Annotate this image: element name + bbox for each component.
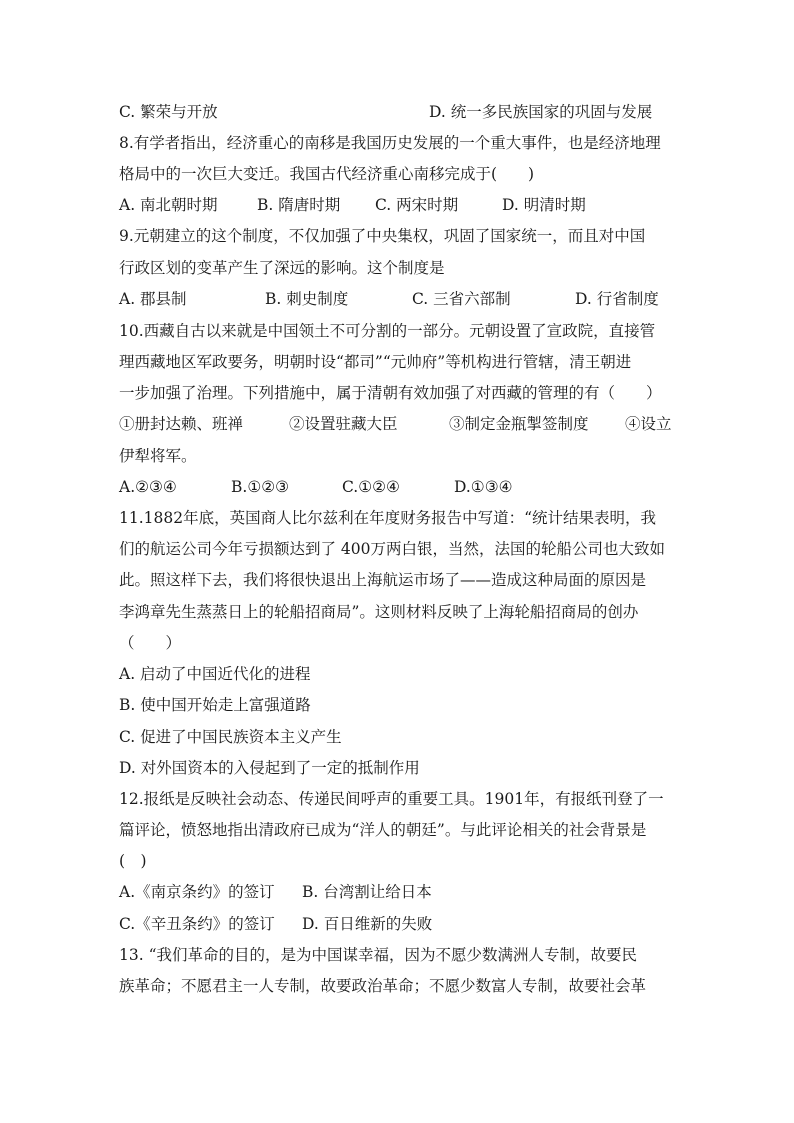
q10-stem-line: 一步加强了治理。下列措施中，属于清朝有效加强了对西藏的管理的有（ ）	[119, 384, 662, 402]
q12-option-c: C.《辛丑条约》的签订	[119, 915, 275, 933]
q11-stem-line: 此。照这样下去，我们将很快退出上海航运市场了——造成这种局面的原因是	[119, 571, 647, 589]
q8-stem-line: 格局中的一次巨大变迁。我国古代经济重心南移完成于( )	[119, 165, 535, 183]
q12-option-d: D. 百日维新的失败	[302, 915, 433, 933]
q10-item-1: ①册封达赖、班禅	[119, 415, 244, 433]
q10-stem-line: 10.西藏自古以来就是中国领土不可分割的一部分。元朝设置了宣政院，直接管	[119, 322, 656, 340]
q9-option-a: A. 郡县制	[119, 290, 187, 308]
q7-option-d: D. 统一多民族国家的巩固与发展	[429, 103, 653, 121]
q7-option-c: C. 繁荣与开放	[119, 103, 218, 121]
q10-option-b: B.①②③	[231, 478, 290, 496]
q9-option-d: D. 行省制度	[575, 290, 659, 308]
q8-option-a: A. 南北朝时期	[119, 196, 218, 214]
q11-stem-line: 11.1882年底，英国商人比尔兹利在年度财务报告中写道：“统计结果表明，我	[119, 509, 657, 527]
q11-stem-line: 李鸿章先生蒸蒸日上的轮船招商局”。这则材料反映了上海轮船招商局的创办	[119, 603, 639, 621]
q10-item-2: ②设置驻藏大臣	[289, 415, 398, 433]
q12-option-a: A.《南京条约》的签订	[119, 883, 275, 901]
q11-option-b: B. 使中国开始走上富强道路	[119, 696, 311, 714]
q12-stem-line: 12.报纸是反映社会动态、传递民间呼声的重要工具。1901年，有报纸刊登了一	[119, 790, 664, 808]
q8-stem-line: 8.有学者指出，经济重心的南移是我国历史发展的一个重大事件，也是经济地理	[119, 134, 661, 152]
q8-option-b: B. 隋唐时期	[257, 196, 341, 214]
q12-option-b: B. 台湾割让给日本	[302, 883, 432, 901]
q13-stem-line: 13. “我们革命的目的，是为中国谋幸福，因为不愿少数满洲人专制，故要民	[119, 946, 638, 964]
q10-items-continued: 伊犁将军。	[119, 447, 197, 465]
q12-answer-blank: ( )	[119, 852, 147, 870]
q10-item-4: ④设立	[625, 415, 672, 433]
q9-option-c: C. 三省六部制	[412, 290, 511, 308]
q10-item-3: ③制定金瓶掣签制度	[449, 415, 589, 433]
q10-option-c: C.①②④	[342, 478, 400, 496]
q9-stem-line: 行政区划的变革产生了深远的影响。这个制度是	[119, 259, 445, 277]
q11-option-d: D. 对外国资本的入侵起到了一定的抵制作用	[119, 759, 420, 777]
q10-option-a: A.②③④	[119, 478, 177, 496]
q9-stem-line: 9.元朝建立的这个制度，不仅加强了中央集权，巩固了国家统一，而且对中国	[119, 227, 646, 245]
q8-option-d: D. 明清时期	[502, 196, 586, 214]
q10-stem-line: 理西藏地区军政要务，明朝时设“都司”“元帅府”等机构进行管辖，清王朝进	[119, 353, 632, 371]
q12-stem-line: 篇评论，愤怒地指出清政府已成为“洋人的朝廷”。与此评论相关的社会背景是	[119, 821, 647, 839]
q8-option-c: C. 两宋时期	[375, 196, 459, 214]
q11-stem-line: 们的航运公司今年亏损额达到了 400万两白银，当然，法国的轮船公司也大致如	[119, 540, 666, 558]
q13-stem-line: 族革命；不愿君主一人专制，故要政治革命；不愿少数富人专制，故要社会革	[119, 977, 647, 995]
q11-option-c: C. 促进了中国民族资本主义产生	[119, 728, 342, 746]
q11-option-a: A. 启动了中国近代化的进程	[119, 665, 311, 683]
q9-option-b: B. 刺史制度	[265, 290, 349, 308]
q11-answer-blank: （ ）	[119, 634, 182, 652]
q10-option-d: D.①③④	[454, 478, 513, 496]
